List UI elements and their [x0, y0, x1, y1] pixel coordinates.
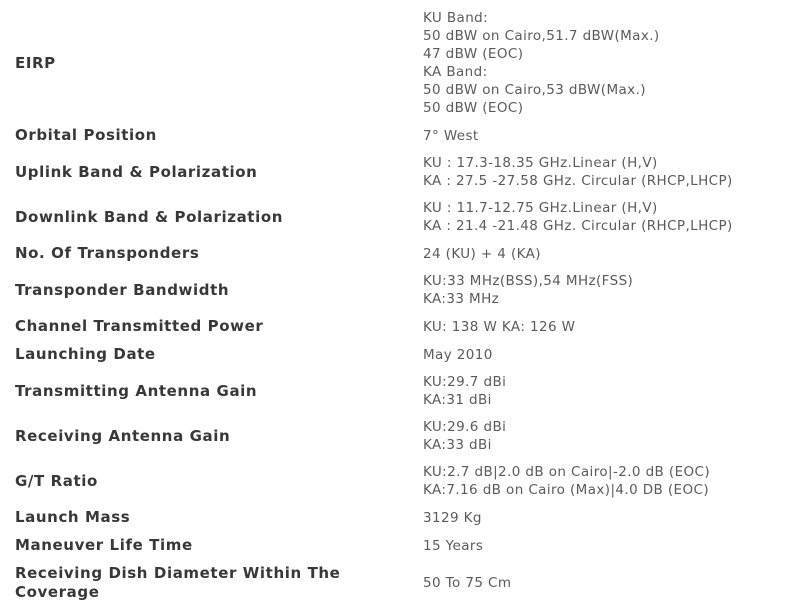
spec-value-line: KU:29.7 dBi: [423, 374, 507, 390]
spec-row: [0, 414, 800, 459]
spec-value-line: 15 Years: [423, 537, 484, 554]
spec-value-line: KA:7.16 dB on Cairo (Max)|4.0 DB (EOC): [423, 482, 710, 498]
spec-value: [423, 150, 800, 195]
spec-value-line: KA : 27.5 -27.58 GHz. Circular (RHCP,LHCP): [423, 173, 733, 189]
spec-value-line: KU: 138 W KA: 126 W: [423, 318, 576, 335]
spec-value: [423, 240, 800, 268]
spec-row: [0, 268, 800, 313]
spec-value-line: 50 dBW on Cairo,51.7 dBW(Max.): [423, 28, 660, 44]
spec-value-line: 7° West: [423, 127, 479, 144]
spec-value-line: 50 dBW (EOC): [423, 100, 524, 116]
spec-row: [0, 240, 800, 268]
spec-value-line: 50 To 75 Cm: [423, 575, 512, 591]
spec-value: [423, 5, 800, 122]
spec-value-line: 50 dBW on Cairo,53 dBW(Max.): [423, 82, 646, 98]
spec-value-line: KU : 17.3-18.35 GHz.Linear (H,V): [423, 155, 658, 171]
satellite-spec-table: [0, 5, 800, 607]
spec-value-line: KA : 21.4 -21.48 GHz. Circular (RHCP,LHCP): [423, 218, 733, 234]
spec-label: Launching Date: [15, 345, 156, 363]
spec-row: [0, 459, 800, 504]
spec-label: No. Of Transponders: [15, 244, 200, 262]
spec-label: EIRP: [15, 53, 56, 72]
spec-label: Maneuver Life Time: [15, 536, 193, 554]
spec-value-line: KA:33 MHz: [423, 291, 500, 307]
spec-label: G/T Ratio: [15, 471, 98, 490]
spec-label: Transmitting Antenna Gain: [15, 381, 258, 400]
spec-value-line: KA:31 dBi: [423, 392, 492, 408]
spec-value-line: KU:29.6 dBi: [423, 419, 507, 435]
spec-value: [423, 268, 800, 313]
spec-value: [423, 313, 800, 341]
spec-value-line: 3129 Kg: [423, 509, 482, 526]
spec-row: [0, 150, 800, 195]
spec-value: [423, 504, 800, 532]
spec-value-line: 24 (KU) + 4 (KA): [423, 245, 541, 262]
spec-value: [423, 369, 800, 414]
spec-value: [423, 459, 800, 504]
spec-value-line: KA:33 dBi: [423, 437, 492, 453]
spec-label: Channel Transmitted Power: [15, 317, 264, 335]
spec-value: [423, 341, 800, 369]
spec-value-line: KA Band:: [423, 64, 488, 80]
spec-row: [0, 504, 800, 532]
spec-row: [0, 369, 800, 414]
spec-value-line: KU:2.7 dB|2.0 dB on Cairo|-2.0 dB (EOC): [423, 464, 711, 480]
spec-table-body: [0, 5, 800, 607]
spec-row: [0, 341, 800, 369]
spec-value-line: 47 dBW (EOC): [423, 46, 524, 62]
spec-label: Orbital Position: [15, 126, 157, 144]
spec-label: Launch Mass: [15, 508, 131, 526]
spec-row: [0, 122, 800, 150]
spec-value: [423, 532, 800, 560]
spec-value: [423, 414, 800, 459]
spec-value: [423, 122, 800, 150]
spec-label: Downlink Band & Polarization: [15, 207, 283, 226]
spec-value-line: May 2010: [423, 346, 493, 363]
spec-row: [0, 532, 800, 560]
spec-label: Receiving Antenna Gain: [15, 426, 231, 445]
spec-label: Uplink Band & Polarization: [15, 162, 258, 181]
spec-row: [0, 5, 800, 122]
spec-value-line: KU Band:: [423, 10, 489, 26]
spec-label: Transponder Bandwidth: [15, 280, 230, 299]
spec-label: Receiving Dish Diameter Within The Coverage: [15, 564, 341, 601]
spec-row: [0, 195, 800, 240]
spec-row: [0, 313, 800, 341]
spec-value-line: KU:33 MHz(BSS),54 MHz(FSS): [423, 273, 634, 289]
spec-value-line: KU : 11.7-12.75 GHz.Linear (H,V): [423, 200, 658, 216]
spec-value: [423, 195, 800, 240]
